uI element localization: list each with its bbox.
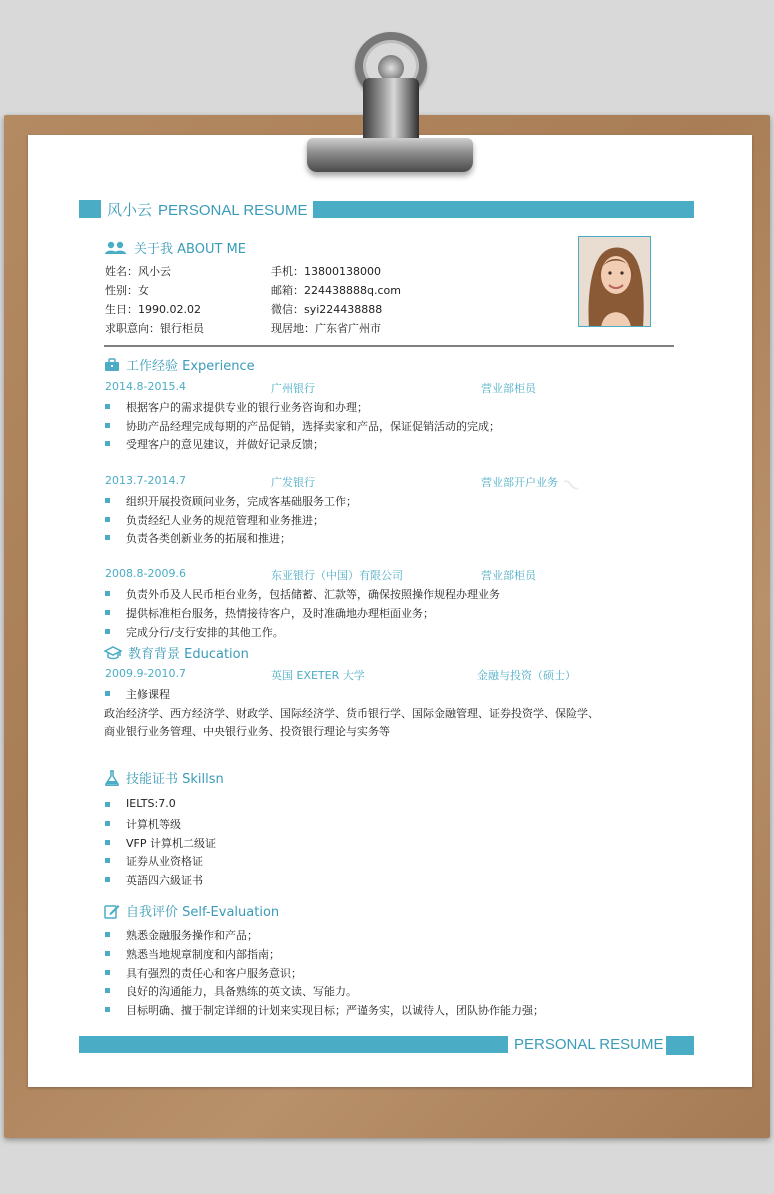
job-duty: 组织开展投资顾问业务，完成客基础服务工作； xyxy=(104,493,357,509)
job-duty: 协助产品经理完成每期的产品促销，选择卖家和产品，保证促销活动的完成； xyxy=(104,418,500,434)
edu-period: 2009.9-2010.7 xyxy=(105,667,186,680)
self-eval-item: 熟悉金融服务操作和产品； xyxy=(104,927,258,943)
job-duty: 完成分行/支行安排的其他工作。 xyxy=(104,624,284,640)
section-divider xyxy=(104,345,674,347)
binder-clip-body-icon xyxy=(363,78,419,144)
experience-heading-text: 工作经验 Experience xyxy=(126,359,255,374)
job-period: 2014.8-2015.4 xyxy=(105,380,186,393)
info-wechat: 微信：syi224438888 xyxy=(271,303,383,316)
briefcase-icon xyxy=(104,358,120,372)
title-accent-bar xyxy=(313,201,694,218)
info-gender: 性别：女 xyxy=(105,284,149,297)
footer-accent-block xyxy=(666,1036,694,1055)
self-eval-item: 良好的沟通能力，具备熟练的英文读、写能力。 xyxy=(104,983,357,999)
skill-item: 计算机等级 xyxy=(104,816,181,832)
edit-icon xyxy=(104,903,120,919)
watermark: ~ xyxy=(553,466,589,504)
skill-item: 英語四六級证书 xyxy=(104,872,203,888)
profile-photo xyxy=(578,236,651,327)
edu-major: 金融与投资（硕士） xyxy=(477,669,576,682)
job-role: 营业部开户业务 xyxy=(481,476,558,489)
self-eval-item: 具有强烈的责任心和客户服务意识； xyxy=(104,965,302,981)
job-duty: 负责外币及人民币柜台业务，包括储蓄、汇款等，确保按照操作规程办理业务 xyxy=(104,586,500,602)
job-duty: 负责经纪人业务的规范管理和业务推进； xyxy=(104,512,324,528)
job-duty: 负责各类创新业务的拓展和推进； xyxy=(104,530,291,546)
self-eval-heading xyxy=(104,901,279,920)
info-birthday: 生日：1990.02.02 xyxy=(105,303,201,316)
edu-courses-line: 政治经济学、西方经济学、财政学、国际经济学、货币银行学、国际金融管理、证券投资学、保险学、 xyxy=(104,707,599,720)
skills-heading-text: 技能证书 Skillsn xyxy=(126,772,224,787)
job-period: 2008.8-2009.6 xyxy=(105,567,186,580)
footer-accent-bar xyxy=(79,1036,508,1053)
info-residence: 现居地：广东省广州市 xyxy=(271,322,381,335)
resume-title xyxy=(107,199,308,220)
edu-school: 英国 EXETER 大学 xyxy=(271,669,365,682)
info-phone: 手机：13800138000 xyxy=(271,265,381,278)
users-icon xyxy=(104,241,128,255)
job-role: 营业部柜员 xyxy=(481,382,536,395)
graduation-cap-icon xyxy=(104,646,122,660)
skills-heading xyxy=(104,768,224,787)
binder-clip-jaw-icon xyxy=(307,138,473,172)
job-role: 营业部柜员 xyxy=(481,569,536,582)
self-eval-item: 目标明确、擅于制定详细的计划来实现目标；严谨务实，以诚待人，团队协作能力强； xyxy=(104,1002,544,1018)
info-name: 姓名：风小云 xyxy=(105,265,171,278)
self-eval-item: 熟悉当地规章制度和内部指南； xyxy=(104,946,280,962)
experience-heading xyxy=(104,355,255,374)
job-period: 2013.7-2014.7 xyxy=(105,474,186,487)
skill-item: IELTS:7.0 xyxy=(104,797,176,810)
job-company: 广发银行 xyxy=(271,476,315,489)
skill-item: 证券从业资格证 xyxy=(104,853,203,869)
job-company: 东亚银行（中国）有限公司 xyxy=(271,569,403,582)
flask-icon xyxy=(104,770,120,786)
education-heading-text: 教育背景 Education xyxy=(128,647,249,662)
job-company: 广州银行 xyxy=(271,382,315,395)
self-eval-heading-text: 自我评价 Self-Evaluation xyxy=(126,905,280,920)
info-email: 邮箱：224438888q.com xyxy=(271,284,401,297)
portrait-icon xyxy=(579,237,651,327)
skill-item: VFP 计算机二级证 xyxy=(104,835,216,851)
edu-courses-line: 商业银行业务管理、中央银行业务、投资银行理论与实务等 xyxy=(104,725,390,738)
edu-course-label: 主修课程 xyxy=(104,686,170,702)
job-duty: 根据客户的需求提供专业的银行业务咨询和办理； xyxy=(104,399,368,415)
footer-title: PERSONAL RESUME xyxy=(514,1036,664,1053)
resume-owner-name: 风小云 xyxy=(107,201,153,219)
job-duty: 受理客户的意见建议，并做好记录反馈； xyxy=(104,436,324,452)
about-heading-text: 关于我 ABOUT ME xyxy=(134,242,246,257)
info-job-intention: 求职意向：银行柜员 xyxy=(105,322,204,335)
resume-title-en: PERSONAL RESUME xyxy=(158,202,308,219)
job-duty: 提供标准柜台服务，热情接待客户，及时准确地办理柜面业务； xyxy=(104,605,434,621)
title-accent-block xyxy=(79,200,101,218)
about-heading xyxy=(104,238,246,257)
education-heading xyxy=(104,643,249,662)
